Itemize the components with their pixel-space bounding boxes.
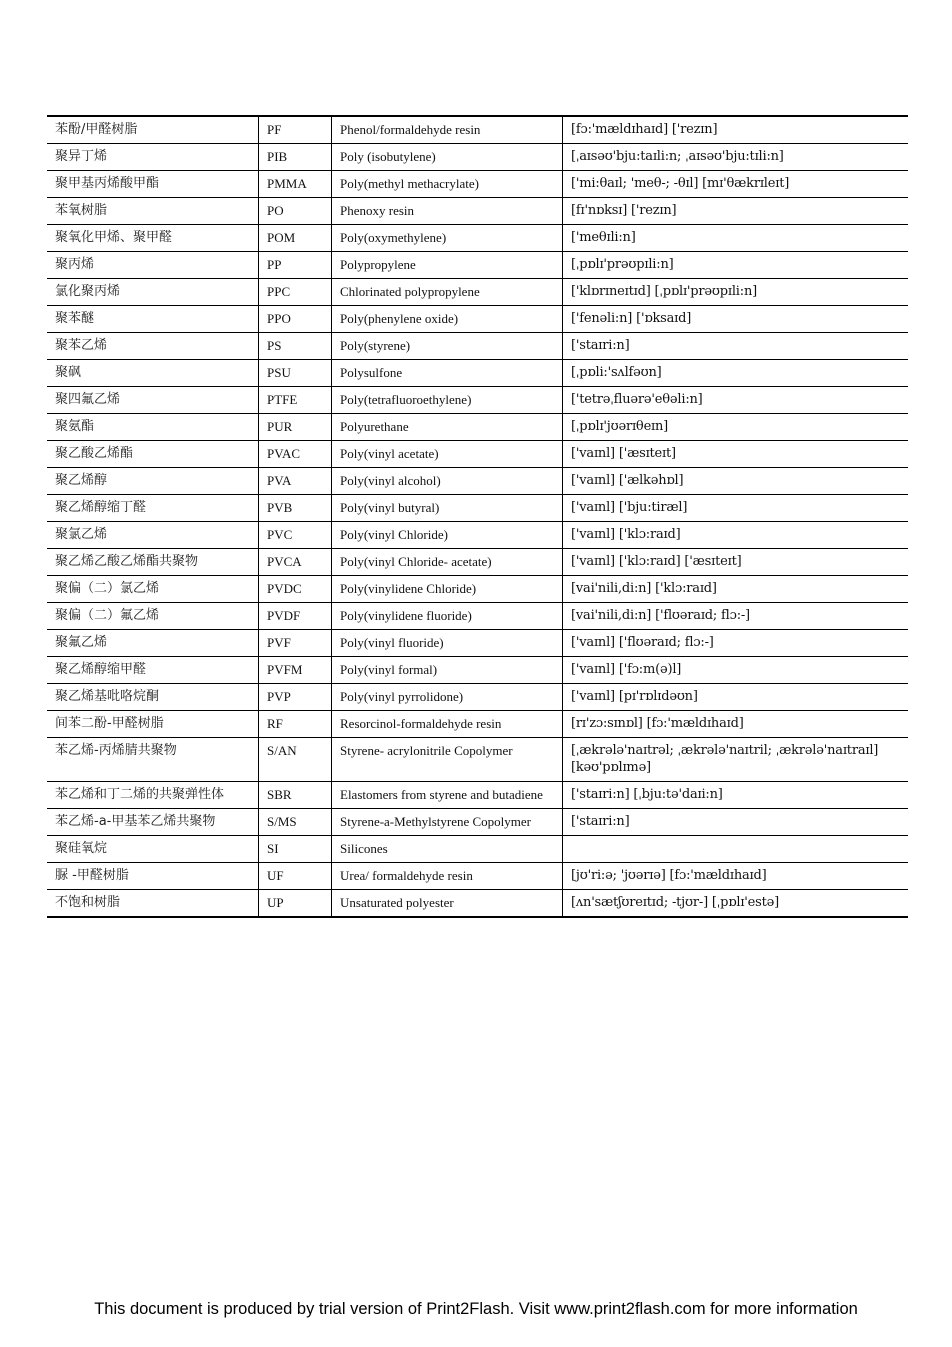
pronunciation-cell: ['vaɪnl] ['æsɪteɪt] bbox=[563, 441, 909, 468]
table-row bbox=[47, 252, 908, 279]
table-row bbox=[47, 576, 908, 603]
chinese-name-cell: 苯乙烯-丙烯腈共聚物 bbox=[47, 738, 259, 782]
english-name-cell: Poly(vinyl pyrrolidone) bbox=[332, 684, 563, 711]
table-row bbox=[47, 738, 908, 782]
abbreviation-cell: PVP bbox=[259, 684, 332, 711]
table-row bbox=[47, 495, 908, 522]
table-row bbox=[47, 225, 908, 252]
abbreviation-cell: S/MS bbox=[259, 809, 332, 836]
pronunciation-cell: ['vaɪnl] ['klɔ:raɪd] bbox=[563, 522, 909, 549]
pronunciation-cell: ['mi:θaɪl; 'meθ-; -θɪl] [mɪ'θækrɪleɪt] bbox=[563, 171, 909, 198]
english-name-cell: Phenol/formaldehyde resin bbox=[332, 116, 563, 144]
english-name-cell: Poly(vinyl Chloride- acetate) bbox=[332, 549, 563, 576]
english-name-cell: Poly(vinyl alcohol) bbox=[332, 468, 563, 495]
chinese-name-cell: 聚丙烯 bbox=[47, 252, 259, 279]
pronunciation-cell: ['staɪri:n] bbox=[563, 809, 909, 836]
chinese-name-cell: 聚异丁烯 bbox=[47, 144, 259, 171]
pronunciation-cell: [fɪ'nɒksɪ] ['rezɪn] bbox=[563, 198, 909, 225]
abbreviation-cell: PVDF bbox=[259, 603, 332, 630]
abbreviation-cell: PVB bbox=[259, 495, 332, 522]
chinese-name-cell: 聚偏（二）氟乙烯 bbox=[47, 603, 259, 630]
english-name-cell: Poly(vinyl formal) bbox=[332, 657, 563, 684]
abbreviation-cell: S/AN bbox=[259, 738, 332, 782]
chinese-name-cell: 聚四氟乙烯 bbox=[47, 387, 259, 414]
table-row bbox=[47, 782, 908, 809]
abbreviation-cell: PVA bbox=[259, 468, 332, 495]
english-name-cell: Poly(vinyl Chloride) bbox=[332, 522, 563, 549]
chinese-name-cell: 聚乙烯醇缩丁醛 bbox=[47, 495, 259, 522]
pronunciation-cell: ['vaɪnl] ['klɔ:raɪd] ['æsɪteɪt] bbox=[563, 549, 909, 576]
pronunciation-cell: [ʌn'sætʃʊreɪtɪd; -tjʊr-] [ˌpɒlɪ'estə] bbox=[563, 890, 909, 918]
chinese-name-cell: 间苯二酚-甲醛树脂 bbox=[47, 711, 259, 738]
abbreviation-cell: PUR bbox=[259, 414, 332, 441]
pronunciation-cell: ['klɒrɪneɪtɪd] [ˌpɒlɪ'prəʊpɪli:n] bbox=[563, 279, 909, 306]
table-row bbox=[47, 198, 908, 225]
abbreviation-cell: PVCA bbox=[259, 549, 332, 576]
table-row bbox=[47, 603, 908, 630]
chinese-name-cell: 聚氯乙烯 bbox=[47, 522, 259, 549]
table-body bbox=[47, 116, 908, 917]
english-name-cell: Poly(phenylene oxide) bbox=[332, 306, 563, 333]
chinese-name-cell: 聚氨酯 bbox=[47, 414, 259, 441]
table-row bbox=[47, 711, 908, 738]
table-row bbox=[47, 809, 908, 836]
chinese-name-cell: 苯酚/甲醛树脂 bbox=[55, 122, 138, 137]
pronunciation-cell: [rɪ'zɔ:sɪnɒl] [fɔ:'mældɪhaɪd] bbox=[563, 711, 909, 738]
english-name-cell: Silicones bbox=[332, 836, 563, 863]
english-name-cell: Urea/ formaldehyde resin bbox=[332, 863, 563, 890]
chinese-name-cell: 氯化聚丙烯 bbox=[47, 279, 259, 306]
chinese-name-cell: 脲 -甲醛树脂 bbox=[47, 863, 259, 890]
pronunciation-cell: [vai'nili,di:n] ['flʊəraɪd; flɔ:-] bbox=[563, 603, 909, 630]
table-row bbox=[47, 306, 908, 333]
english-name-cell: Poly(vinyl acetate) bbox=[332, 441, 563, 468]
chinese-name-cell: 不饱和树脂 bbox=[47, 890, 259, 918]
abbreviation-cell: PF bbox=[259, 116, 332, 144]
abbreviation-cell: POM bbox=[259, 225, 332, 252]
pronunciation-cell: ['vaɪnl] ['bju:tiræl] bbox=[563, 495, 909, 522]
pronunciation-cell: [ˌaɪsəʊ'bju:taɪli:n; ˌaɪsəʊ'bju:tɪli:n] bbox=[563, 144, 909, 171]
english-name-cell: Styrene- acrylonitrile Copolymer bbox=[332, 738, 563, 782]
english-name-cell: Elastomers from styrene and butadiene bbox=[332, 782, 563, 809]
pronunciation-cell: ['meθɪli:n] bbox=[563, 225, 909, 252]
english-name-cell: Polysulfone bbox=[332, 360, 563, 387]
pronunciation-cell: ['vaɪnl] ['ælkəhɒl] bbox=[563, 468, 909, 495]
chinese-name-cell: 聚氧化甲烯、聚甲醛 bbox=[47, 225, 259, 252]
abbreviation-cell: PTFE bbox=[259, 387, 332, 414]
chinese-name-cell: 聚乙酸乙烯酯 bbox=[47, 441, 259, 468]
abbreviation-cell: PSU bbox=[259, 360, 332, 387]
abbreviation-cell: PVFM bbox=[259, 657, 332, 684]
pronunciation-cell: [vai'nili,di:n] ['klɔ:raɪd] bbox=[563, 576, 909, 603]
table-row bbox=[47, 890, 908, 918]
chinese-name-cell: 聚苯醚 bbox=[47, 306, 259, 333]
table-row bbox=[47, 468, 908, 495]
english-name-cell: Phenoxy resin bbox=[332, 198, 563, 225]
pronunciation-cell: ['staɪri:n] bbox=[563, 333, 909, 360]
table-row bbox=[47, 549, 908, 576]
abbreviation-cell: PVF bbox=[259, 630, 332, 657]
english-name-cell: Polypropylene bbox=[332, 252, 563, 279]
english-name-cell: Poly(vinylidene Chloride) bbox=[332, 576, 563, 603]
chinese-name-cell: 聚苯乙烯 bbox=[47, 333, 259, 360]
chinese-name-cell: 聚乙烯醇缩甲醛 bbox=[47, 657, 259, 684]
abbreviation-cell: PPO bbox=[259, 306, 332, 333]
table-row bbox=[47, 441, 908, 468]
table-row bbox=[47, 279, 908, 306]
english-name-cell: Poly(oxymethylene) bbox=[332, 225, 563, 252]
abbreviation-cell: PVC bbox=[259, 522, 332, 549]
abbreviation-cell: PP bbox=[259, 252, 332, 279]
table-row bbox=[47, 116, 908, 144]
pronunciation-cell: ['staɪri:n] [ˌbju:tə'daɪi:n] bbox=[563, 782, 909, 809]
abbreviation-cell: PVDC bbox=[259, 576, 332, 603]
trial-version-footer: This document is produced by trial version of Print2Flash. Visit www.print2flash.com for more information bbox=[94, 1300, 858, 1318]
abbreviation-cell: UP bbox=[259, 890, 332, 918]
abbreviation-cell: UF bbox=[259, 863, 332, 890]
english-name-cell: Poly(methyl methacrylate) bbox=[332, 171, 563, 198]
abbreviation-cell: PMMA bbox=[259, 171, 332, 198]
english-name-cell: Resorcinol-formaldehyde resin bbox=[332, 711, 563, 738]
abbreviation-cell: SI bbox=[259, 836, 332, 863]
abbreviation-cell: PPC bbox=[259, 279, 332, 306]
polymer-abbreviation-table bbox=[47, 115, 908, 918]
table-row bbox=[47, 360, 908, 387]
pronunciation-cell: [fɔ:'mældɪhaɪd] ['rezɪn] bbox=[563, 116, 909, 144]
english-name-cell: Styrene-a-Methylstyrene Copolymer bbox=[332, 809, 563, 836]
chinese-name-cell: 聚乙烯基吡咯烷酮 bbox=[47, 684, 259, 711]
english-name-cell: Poly (isobutylene) bbox=[332, 144, 563, 171]
pronunciation-cell: ['vaɪnl] ['flʊəraɪd; flɔ:-] bbox=[563, 630, 909, 657]
pronunciation-cell: ['fenəli:n] ['ɒksaɪd] bbox=[563, 306, 909, 333]
chinese-name-cell: 聚乙烯乙酸乙烯酯共聚物 bbox=[47, 549, 259, 576]
abbreviation-cell: SBR bbox=[259, 782, 332, 809]
english-name-cell: Poly(vinyl fluoride) bbox=[332, 630, 563, 657]
table-row bbox=[47, 171, 908, 198]
table-row bbox=[47, 144, 908, 171]
english-name-cell: Poly(tetrafluoroethylene) bbox=[332, 387, 563, 414]
english-name-cell: Poly(styrene) bbox=[332, 333, 563, 360]
pronunciation-cell: [jʊ'ri:ə; 'jʊərɪə] [fɔ:'mældɪhaɪd] bbox=[563, 863, 909, 890]
chinese-name-cell: 聚氟乙烯 bbox=[47, 630, 259, 657]
english-name-cell: Unsaturated polyester bbox=[332, 890, 563, 918]
english-name-cell: Poly(vinylidene fluoride) bbox=[332, 603, 563, 630]
pronunciation-cell: ['tetrəˌfluərə'eθəli:n] bbox=[563, 387, 909, 414]
chinese-name-cell: 苯氧树脂 bbox=[47, 198, 259, 225]
table-row bbox=[47, 684, 908, 711]
table-row bbox=[47, 414, 908, 441]
chinese-name-cell: 聚乙烯醇 bbox=[47, 468, 259, 495]
table-row bbox=[47, 836, 908, 863]
chinese-name-cell: 聚砜 bbox=[47, 360, 259, 387]
pronunciation-cell: [ˌækrələ'naɪtrəl; ˌækrələ'naɪtril; ˌækrələ'naɪtraɪl] [kəʊ'pɒlɪmə] bbox=[563, 738, 909, 782]
abbreviation-cell: PIB bbox=[259, 144, 332, 171]
pronunciation-cell: ['vaɪnl] [pɪ'rɒlɪdəʊn] bbox=[563, 684, 909, 711]
pronunciation-cell: [ˌpɒlɪ'prəʊpɪli:n] bbox=[563, 252, 909, 279]
table-row bbox=[47, 387, 908, 414]
abbreviation-cell: PVAC bbox=[259, 441, 332, 468]
table-row bbox=[47, 863, 908, 890]
chinese-name-cell: 苯乙烯-a-甲基苯乙烯共聚物 bbox=[47, 809, 259, 836]
english-name-cell: Chlorinated polypropylene bbox=[332, 279, 563, 306]
english-name-cell: Poly(vinyl butyral) bbox=[332, 495, 563, 522]
table-row bbox=[47, 630, 908, 657]
pronunciation-cell: ['vaɪnl] ['fɔ:m(ə)l] bbox=[563, 657, 909, 684]
table-row bbox=[47, 333, 908, 360]
abbreviation-cell: PO bbox=[259, 198, 332, 225]
table-row bbox=[47, 657, 908, 684]
chinese-name-cell: 聚甲基丙烯酸甲酯 bbox=[47, 171, 259, 198]
table-row bbox=[47, 522, 908, 549]
chinese-name-cell: 苯乙烯和丁二烯的共聚弹性体 bbox=[47, 782, 259, 809]
chinese-name-cell: 聚硅氧烷 bbox=[47, 836, 259, 863]
abbreviation-cell: PS bbox=[259, 333, 332, 360]
abbreviation-cell: RF bbox=[259, 711, 332, 738]
chinese-name-cell: 聚偏（二）氯乙烯 bbox=[47, 576, 259, 603]
pronunciation-cell: [ˌpɒlɪ'jʊərɪθeɪn] bbox=[563, 414, 909, 441]
pronunciation-cell: [ˌpɒli:'sʌlfəʊn] bbox=[563, 360, 909, 387]
english-name-cell: Polyurethane bbox=[332, 414, 563, 441]
pronunciation-cell bbox=[563, 836, 909, 863]
